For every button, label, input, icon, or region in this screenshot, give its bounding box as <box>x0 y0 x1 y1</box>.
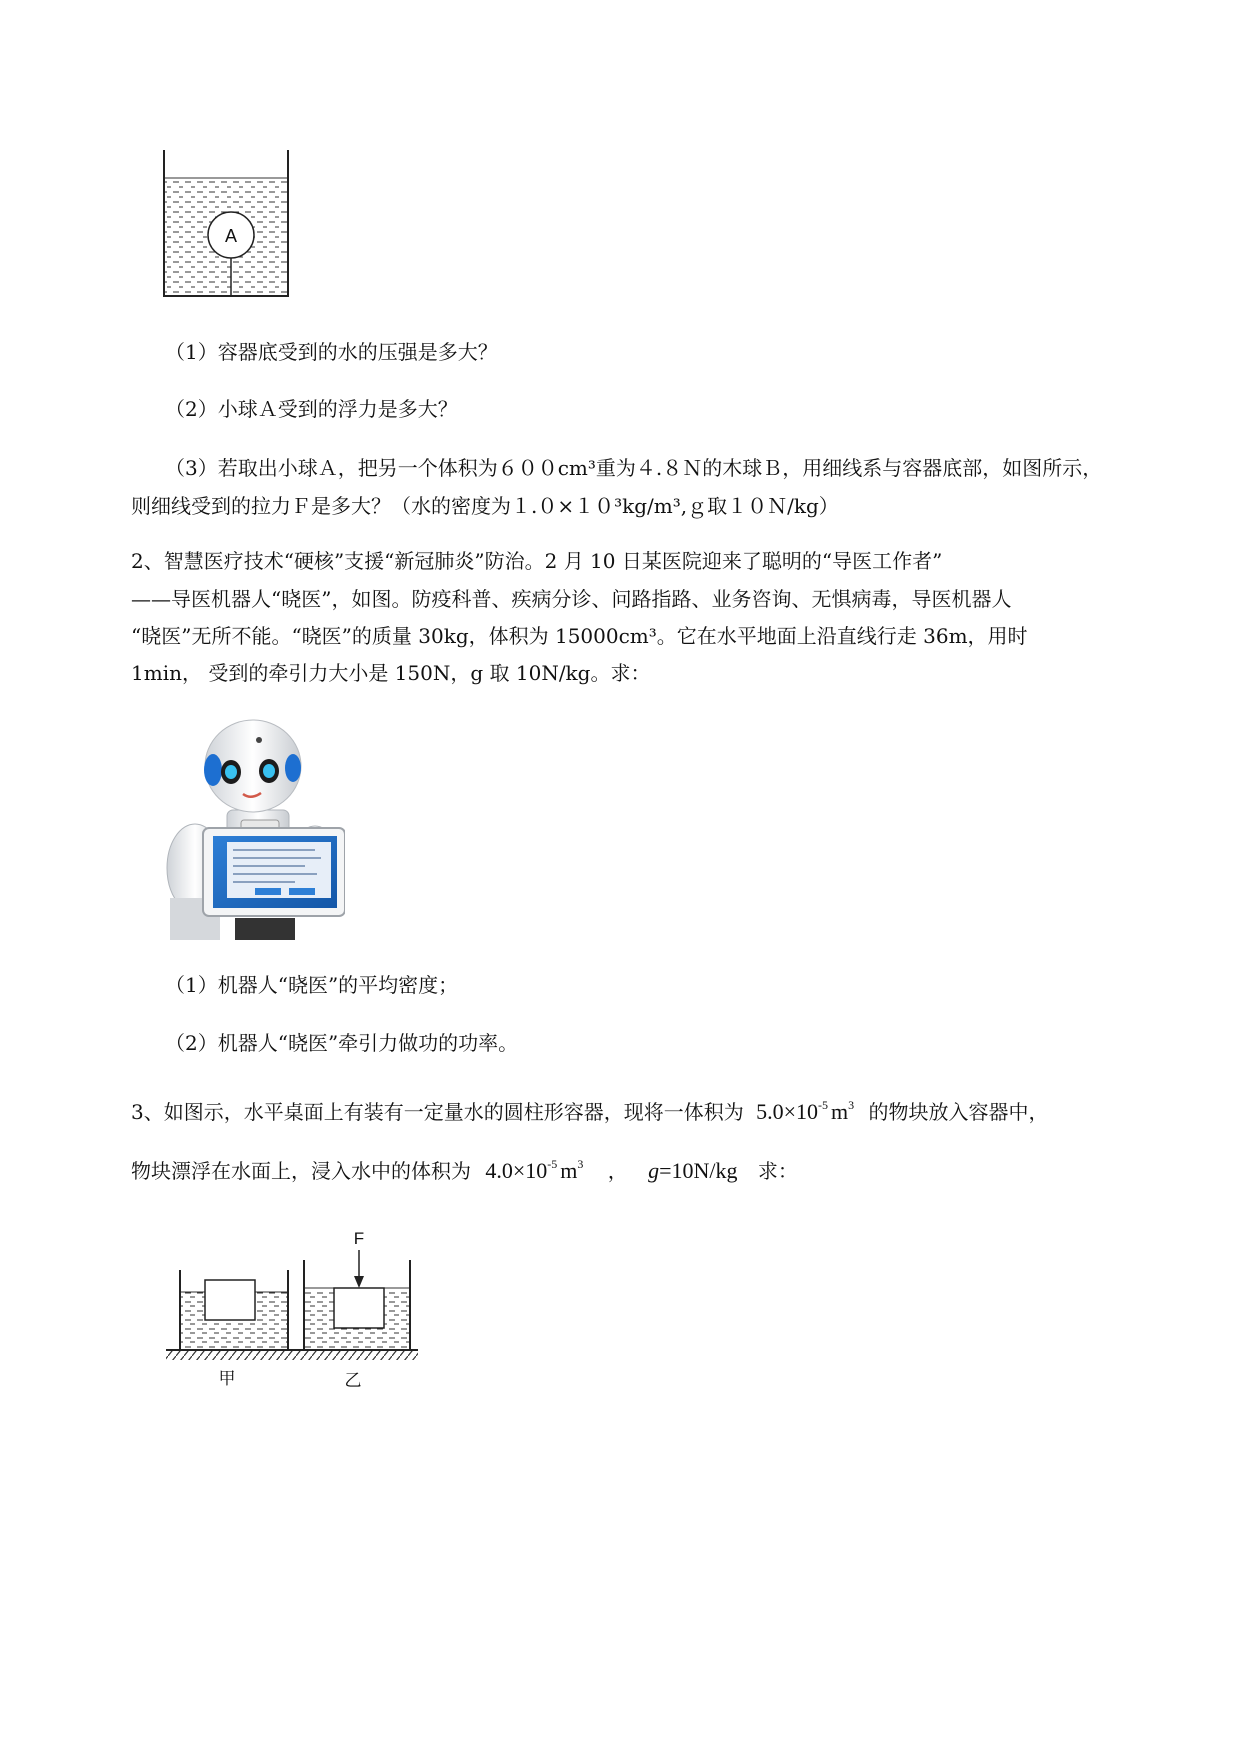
q1-sub3-line2: 则细线受到的拉力Ｆ是多大？（水的密度为１.０×１０³kg/m³,ｇ取１０Ｎ/kg） <box>131 494 839 518</box>
q2-line2: ——导医机器人“晓医”，如图。防疫科普、疾病分诊、问路指路、业务咨询、无惧病毒，导医机器人 <box>131 587 1012 611</box>
q1-sub2: （2）小球Ａ受到的浮力是多大？ <box>165 397 458 421</box>
label-jia: 甲 <box>218 1369 236 1388</box>
robot-photo <box>165 718 345 940</box>
q3-g-symbol: g <box>648 1158 660 1183</box>
q2-line4: 1min， 受到的牵引力大小是 150N，g 取 10N/kg。求： <box>131 661 651 685</box>
container-ball-figure <box>160 148 292 300</box>
q2-line1: 2、智慧医疗技术“硬核”支援“新冠肺炎”防治。2 月 10 日某医院迎来了聪明的“导医工作者” <box>131 549 943 573</box>
q3-line1-text: 3、如图示，水平桌面上有装有一定量水的圆柱形容器，现将一体积为 <box>131 1100 744 1124</box>
q3-separator: ， <box>607 1159 628 1183</box>
containers-jia-yi-figure <box>160 1226 424 1394</box>
q1-sub3-line1: （3）若取出小球Ａ，把另一个体积为６００cm³重为４.８Ｎ的木球Ｂ，用细线系与容器底部，如图所示， <box>165 456 1103 480</box>
q3-line2 <box>131 1159 798 1186</box>
label-yi: 乙 <box>344 1371 362 1390</box>
ball-a-label: A <box>224 226 238 246</box>
q3-volume-submerged: $4.0\times 10^{-5}$ $m^3$ <box>485 1157 584 1183</box>
q3-line1-tail: 的物块放入容器中， <box>868 1100 1049 1124</box>
q2-line3: “晓医”无所不能。“晓医”的质量 30kg，体积为 15000cm³。它在水平地面上沿直线行走 36m，用时 <box>131 624 1028 648</box>
q2-sub2: （2）机器人“晓医”牵引力做功的功率。 <box>165 1031 519 1055</box>
q3-line2-tail: 求： <box>757 1159 798 1183</box>
q1-sub1: （1）容器底受到的水的压强是多大？ <box>165 340 498 364</box>
q3-line1 <box>131 1100 1049 1127</box>
force-label: F <box>353 1229 365 1248</box>
q3-g-value: =10N/kg <box>659 1158 738 1183</box>
q3-volume-total: $5.0\times 10^{-5}$ $m^3$ <box>756 1098 855 1124</box>
q3-line2-text: 物块漂浮在水面上，浸入水中的体积为 <box>131 1159 471 1183</box>
q2-sub1: （1）机器人“晓医”的平均密度； <box>165 973 459 997</box>
